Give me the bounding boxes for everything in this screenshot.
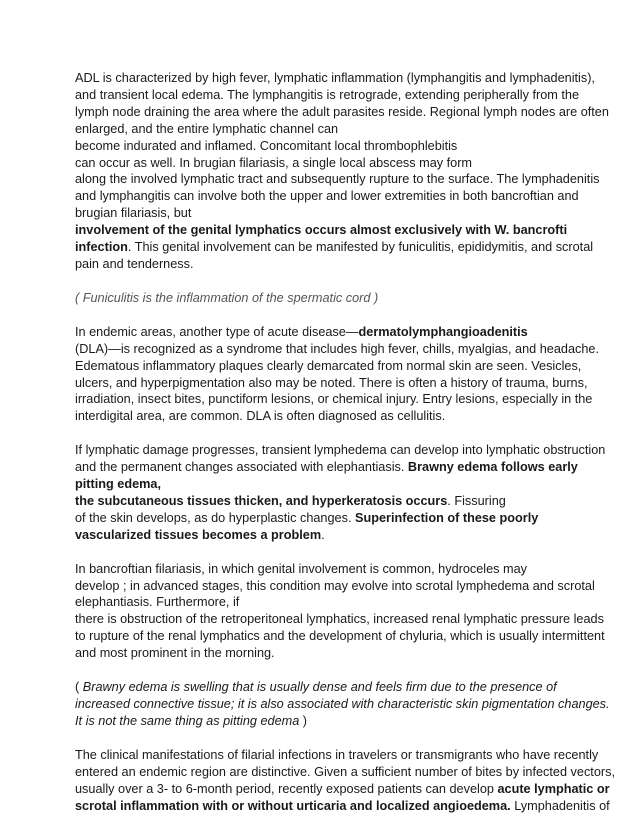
text-line: can occur as well. In brugian filariasis, a single local abscess may form <box>75 155 473 170</box>
text-line: and transient local edema. The lymphangitis is retrograde, extending peripherally from the <box>75 87 580 102</box>
text-run: ( <box>75 680 83 695</box>
text-run: and the permanent changes associated with elephantiasis. <box>75 460 408 475</box>
bold-text: scrotal inflammation with or without urticaria and localized angioedema. <box>75 798 511 813</box>
bold-text: infection <box>75 240 128 255</box>
text-line: to rupture of the renal lymphatics and the development of chyluria, which is usually intermittent <box>75 629 605 644</box>
text-line: and most prominent in the morning. <box>75 646 275 661</box>
italic-text: It is not the same thing as pitting edema <box>75 713 300 728</box>
italic-text: Brawny edema is swelling that is usually dense and feels firm due to the presence of <box>82 680 557 695</box>
text-line: and lymphangitis can involve both the upper and lower extremities in both bancroftian and <box>75 189 579 204</box>
text-line: develop ; in advanced stages, this condition may evolve into scrotal lymphedema and scrotal <box>75 578 595 593</box>
text-run: . This genital involvement can be manifested by funiculitis, epididymitis, and scrotal <box>127 240 594 255</box>
text-run: . <box>321 527 325 542</box>
text-line: there is obstruction of the retroperitoneal lymphatics, increased renal lymphatic pressure leads <box>75 612 604 627</box>
document-page <box>75 70 615 831</box>
text-line: brugian filariasis, but <box>75 206 192 221</box>
paragraph-bancroftian <box>75 561 605 662</box>
text-line: pain and tenderness. <box>75 256 194 271</box>
text-line: entered an endemic region are distinctive. Given a sufficient number of bites by infected vectors, <box>75 764 615 779</box>
paragraph-adl <box>75 70 609 273</box>
text-line <box>75 239 594 256</box>
text-line <box>75 781 610 798</box>
note-line: ( Funiculitis is the inflammation of the spermatic cord ) <box>75 290 379 305</box>
bold-text: Superinfection of these poorly <box>355 510 539 525</box>
text-line <box>75 510 565 527</box>
note-funiculitis <box>75 290 565 307</box>
text-line: Edematous inflammatory plaques clearly demarcated from normal skin are seen. Vesicles, <box>75 358 582 373</box>
text-line: irradiation, insect bites, punctiform lesions, or chemical injury. Entry lesions, especially in the <box>75 392 593 407</box>
text-line: ADL is characterized by high fever, lymphatic inflammation (lymphangitis and lymphadenitis), <box>75 71 595 85</box>
text-line <box>75 459 578 476</box>
text-line: become indurated and inflamed. Concomitant local thrombophlebitis <box>75 138 458 153</box>
text-line <box>75 527 565 544</box>
paragraph-dla <box>75 324 599 425</box>
bold-text: the subcutaneous tissues thicken, and hyperkeratosis occurs <box>75 493 448 508</box>
note-brawny-edema <box>75 679 610 730</box>
bold-text-line: involvement of the genital lymphatics occurs almost exclusively with W. bancrofti <box>75 223 568 238</box>
bold-text: acute lymphatic or <box>497 781 610 796</box>
bold-text: dermatolymphangioadenitis <box>358 324 528 339</box>
text-line <box>75 679 565 696</box>
text-line <box>75 493 565 510</box>
text-line <box>75 324 565 341</box>
text-line <box>75 798 610 815</box>
text-line: ulcers, and hyperpigmentation also may be noted. There is often a history of trauma, burns, <box>75 375 588 390</box>
bold-text: Brawny edema follows early <box>407 460 578 475</box>
text-run: . Fissuring <box>447 493 506 508</box>
text-run: of the skin develops, as do hyperplastic changes. <box>75 510 355 525</box>
text-line <box>75 713 565 730</box>
paragraph-lymphedema <box>75 442 606 543</box>
paragraph-travelers <box>75 747 615 815</box>
text-line: lymph node draining the area where the adult parasites reside. Regional lymph nodes are often <box>75 104 609 119</box>
text-line: interdigital area, are common. DLA is often diagnosed as cellulitis. <box>75 409 446 424</box>
italic-text-line: increased connective tissue; it is also associated with characteristic skin pigmentation changes. <box>75 697 610 711</box>
text-run: In endemic areas, another type of acute disease— <box>75 324 359 339</box>
text-run: Lymphadenitis of <box>510 798 610 813</box>
text-line: In bancroftian filariasis, in which genital involvement is common, hydroceles may <box>75 561 528 576</box>
text-run: usually over a 3- to 6-month period, recently exposed patients can develop <box>75 781 498 796</box>
text-line: The clinical manifestations of filarial infections in travelers or transmigrants who have recently <box>75 747 599 762</box>
bold-text: vascularized tissues becomes a problem <box>75 527 322 542</box>
text-line: along the involved lymphatic tract and subsequently rupture to the surface. The lymphadenitis <box>75 172 600 187</box>
bold-text-line: pitting edema, <box>75 477 161 492</box>
text-line: (DLA)—is recognized as a syndrome that includes high fever, chills, myalgias, and headache. <box>75 341 599 356</box>
text-line: enlarged, and the entire lymphatic channel can <box>75 121 339 136</box>
text-line: elephantiasis. Furthermore, if <box>75 595 240 610</box>
text-line: If lymphatic damage progresses, transient lymphedema can develop into lymphatic obstruction <box>75 443 606 458</box>
text-run: ) <box>299 713 308 728</box>
